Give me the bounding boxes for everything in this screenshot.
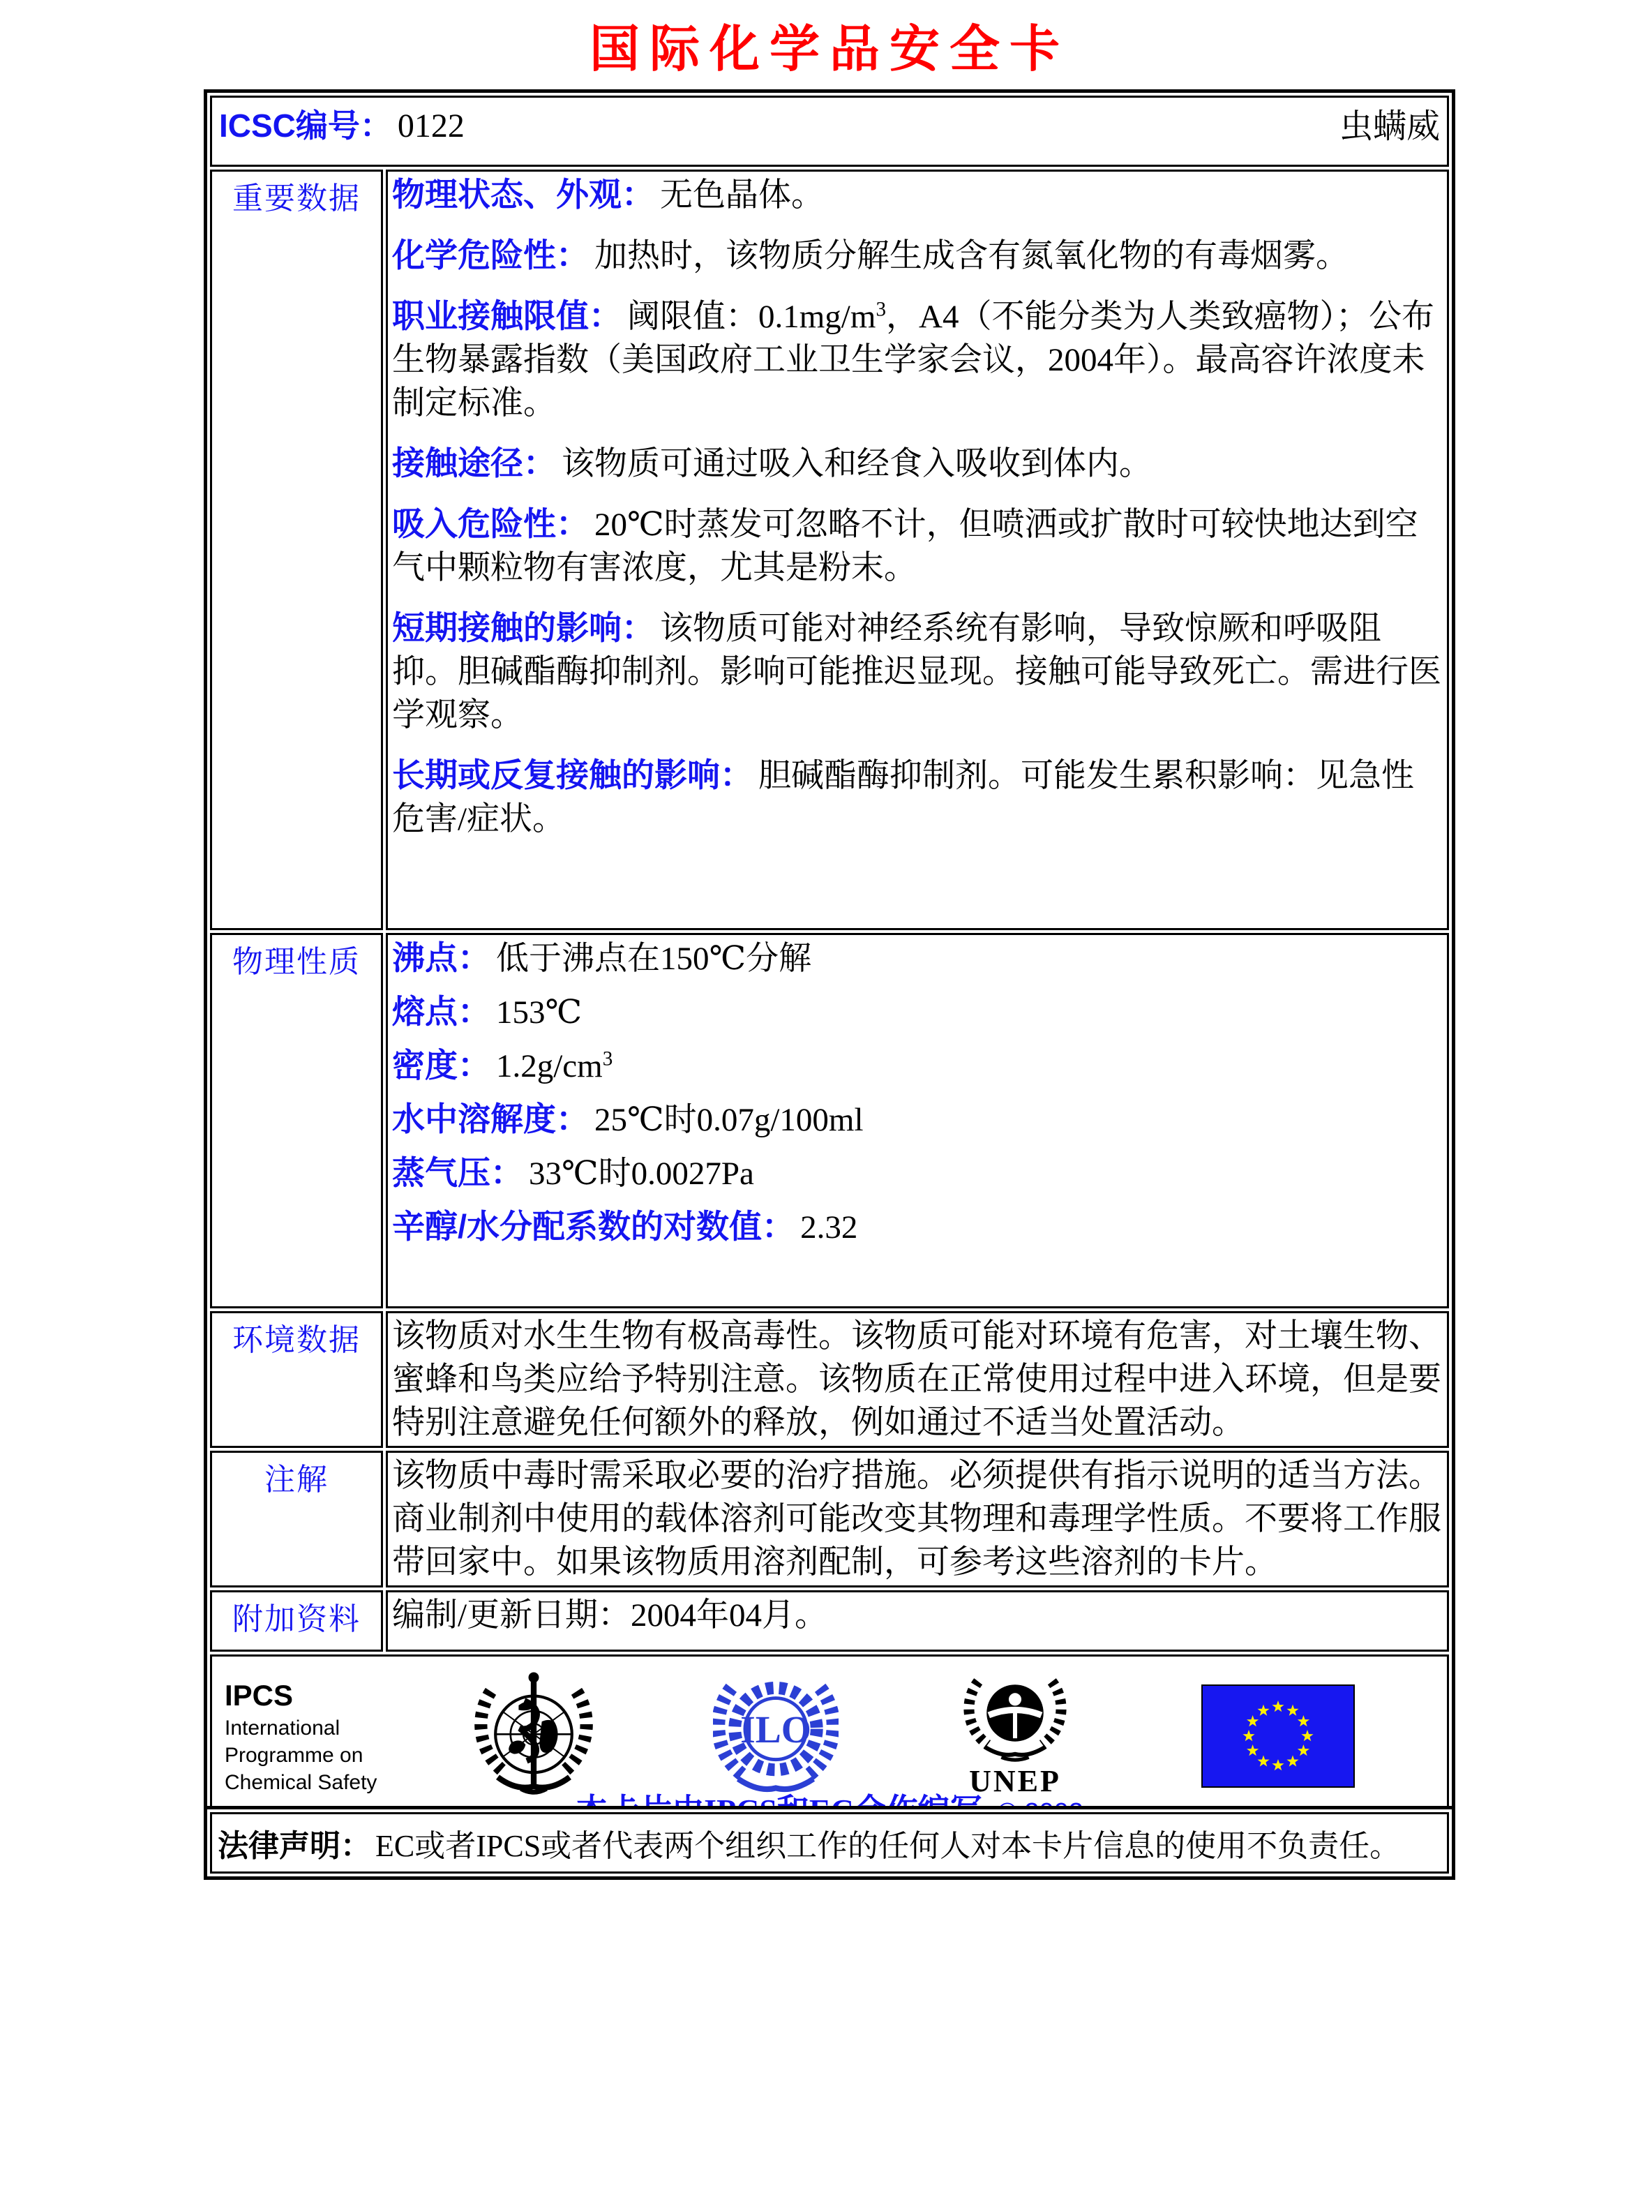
legal-cell bbox=[210, 1812, 1449, 1874]
ipcs-subtitle-line: Programme on bbox=[225, 1743, 363, 1767]
page-title: 国际化学品安全卡 bbox=[589, 22, 1069, 77]
property-value: 1.2g/cm bbox=[496, 1048, 603, 1084]
ilo-letters: ILO bbox=[740, 1708, 811, 1751]
property-label: 水中溶解度： bbox=[392, 1100, 589, 1137]
paragraph-label: 化学危险性： bbox=[392, 237, 589, 274]
header-row bbox=[210, 96, 1449, 167]
property-value: 153℃ bbox=[496, 994, 583, 1031]
row-label-important-data: 重要数据 bbox=[210, 170, 383, 930]
property-line bbox=[392, 1098, 1443, 1142]
legal-label: 法律声明： bbox=[218, 1829, 371, 1863]
property-label: 蒸气压： bbox=[392, 1154, 523, 1191]
paragraph-label: 短期接触的影响： bbox=[392, 609, 654, 646]
ipcs-subtitle-line: Chemical Safety bbox=[225, 1770, 377, 1794]
important-data-content bbox=[386, 170, 1449, 930]
eu-flag-icon bbox=[1201, 1684, 1355, 1791]
legal-table bbox=[204, 1806, 1455, 1880]
header-cell bbox=[210, 96, 1449, 167]
unep-logo-icon bbox=[957, 1671, 1073, 1799]
important-data-row bbox=[210, 170, 1449, 930]
important-data-paragraph bbox=[392, 442, 1443, 486]
paragraph-text: 胆碱酯酶抑制剂。可能发生累积影响：见急性危害/症状。 bbox=[392, 758, 1414, 837]
paragraph-text: ，A4（不能分类为人类致癌物）；公布生物暴露指数（美国政府工业卫生学家会议，2004年）。最高容许浓度未制定标准。 bbox=[392, 299, 1434, 421]
environmental-data-text: 该物质对水生生物有极高毒性。该物质可能对环境有危害，对土壤生物、蜜蜂和鸟类应给予特别注意。该物质在正常使用过程中进入环境，但是要特别注意避免任何额外的释放，例如通过不适当处置活动。 bbox=[386, 1311, 1449, 1448]
additional-info-text: 编制/更新日期：2004年04月。 bbox=[386, 1590, 1449, 1652]
legal-text: EC或者IPCS或者代表两个组织工作的任何人对本卡片信息的使用不负责任。 bbox=[375, 1829, 1401, 1863]
notes-text: 该物质中毒时需采取必要的治疗措施。必须提供有指示说明的适当方法。商业制剂中使用的载体溶剂可能改变其物理和毒理学性质。不要将工作服带回家中。如果该物质用溶剂配制，可参考这些溶剂的卡片。 bbox=[386, 1451, 1449, 1587]
property-label: 沸点： bbox=[392, 939, 490, 976]
superscript: 3 bbox=[876, 298, 886, 321]
chemical-name: 虫螨威 bbox=[1339, 108, 1440, 145]
property-line bbox=[392, 1151, 1443, 1195]
icsc-label: ICSC编号： bbox=[219, 107, 392, 144]
property-label: 辛醇/水分配系数的对数值： bbox=[392, 1208, 795, 1245]
ipcs-acronym: IPCS bbox=[225, 1679, 294, 1712]
important-data-paragraph bbox=[392, 606, 1443, 737]
property-line bbox=[392, 1205, 1443, 1249]
paragraph-text: 该物质可能对神经系统有影响，导致惊厥和呼吸阻抑。胆碱酯酶抑制剂。影响可能推迟显现。接触可能导致死亡。需进行医学观察。 bbox=[392, 611, 1441, 733]
property-line bbox=[392, 936, 1443, 980]
paragraph-text: 20℃时蒸发可忽略不计，但喷洒或扩散时可较快地达到空气中颗粒物有害浓度，尤其是粉末。 bbox=[392, 507, 1418, 586]
property-label: 熔点： bbox=[392, 993, 490, 1030]
important-data-paragraph bbox=[392, 502, 1443, 590]
property-label: 密度： bbox=[392, 1047, 490, 1084]
property-value: 25℃时0.07g/100ml bbox=[594, 1102, 864, 1138]
ipcs-subtitle-line: International bbox=[225, 1716, 340, 1740]
paragraph-text: 该物质可通过吸入和经食入吸收到体内。 bbox=[562, 446, 1152, 482]
icsc-number: 0122 bbox=[397, 107, 465, 144]
paragraph-label: 物理状态、外观： bbox=[392, 176, 654, 213]
important-data-paragraph bbox=[392, 173, 1443, 217]
paragraph-label: 吸入危险性： bbox=[392, 505, 589, 542]
icsc-number-group bbox=[219, 100, 465, 147]
paragraph-text: 无色晶体。 bbox=[660, 177, 824, 214]
property-line bbox=[392, 990, 1443, 1034]
row-label-additional-info: 附加资料 bbox=[210, 1590, 383, 1652]
property-value: 2.32 bbox=[800, 1209, 858, 1246]
paragraph-text: 加热时，该物质分解生成含有氮氧化物的有毒烟雾。 bbox=[594, 238, 1349, 274]
row-label-notes: 注解 bbox=[210, 1451, 383, 1587]
ipcs-block bbox=[225, 1677, 377, 1796]
physical-properties-content bbox=[386, 933, 1449, 1308]
environmental-data-row bbox=[210, 1311, 1449, 1448]
property-line bbox=[392, 1044, 1443, 1088]
row-label-environmental-data: 环境数据 bbox=[210, 1311, 383, 1448]
paragraph-label: 接触途径： bbox=[392, 444, 556, 481]
property-value: 33℃时0.0027Pa bbox=[529, 1156, 754, 1192]
property-value: 低于沸点在150℃分解 bbox=[496, 941, 812, 977]
physical-properties-row bbox=[210, 933, 1449, 1308]
row-label-physical-properties: 物理性质 bbox=[210, 933, 383, 1308]
paragraph-label: 职业接触限值： bbox=[392, 297, 622, 334]
important-data-paragraph bbox=[392, 234, 1443, 278]
notes-row bbox=[210, 1451, 1449, 1587]
important-data-paragraph bbox=[392, 754, 1443, 841]
superscript: 3 bbox=[602, 1047, 613, 1070]
important-data-paragraph bbox=[392, 294, 1443, 425]
additional-info-row bbox=[210, 1590, 1449, 1652]
paragraph-text: 阈限值：0.1mg/m bbox=[627, 299, 876, 335]
paragraph-label: 长期或反复接触的影响： bbox=[392, 756, 753, 793]
legal-row bbox=[210, 1812, 1449, 1874]
unep-label: UNEP bbox=[969, 1764, 1061, 1798]
card-table bbox=[204, 89, 1455, 1844]
